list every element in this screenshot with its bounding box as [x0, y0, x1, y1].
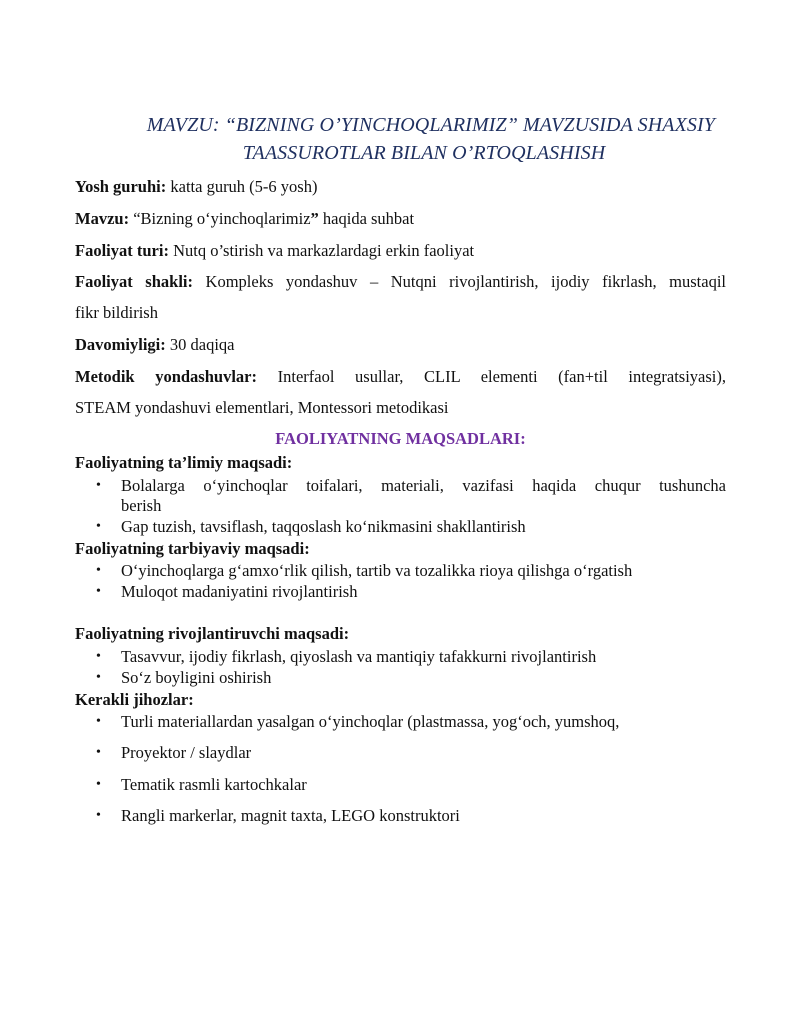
upbringing-item-2: Muloqot madaniyatini rivojlantirish [121, 582, 358, 601]
list-item [96, 647, 726, 667]
bullet-icon: • [96, 519, 101, 534]
bullet-icon: • [96, 584, 101, 599]
bullet-icon: • [96, 808, 101, 823]
bullet-icon: • [96, 714, 101, 729]
bullet-icon: • [96, 777, 101, 792]
developmental-item-1: Tasavvur, ijodiy fikrlash, qiyoslash va mantiqiy tafakkurni rivojlantirish [121, 647, 597, 666]
upbringing-item-1: O‘yinchoqlarga g‘amxo‘rlik qilish, tartib va tozalikka rioya qilishga o‘rgatish [121, 561, 633, 580]
goals-heading: FAOLIYATNING MAQSADLARI: [275, 429, 526, 448]
developmental-goal-heading: Faoliyatning rivojlantiruvchi maqsadi: [75, 624, 350, 643]
topic-closing-quote: ” [310, 209, 319, 228]
equipment-item-4: Rangli markerlar, magnit taxta, LEGO konstruktori [121, 806, 460, 825]
activity-type-value: Nutq o’stirish va markazlardagi erkin faoliyat [168, 241, 475, 260]
age-group-line [75, 176, 726, 198]
activity-form-line [75, 271, 726, 293]
educational-item-1-line-2: berish [121, 496, 162, 515]
list-item [96, 712, 726, 732]
list-item [96, 743, 726, 763]
topic-value-end: haqida suhbat [318, 209, 415, 228]
list-item [96, 476, 726, 496]
methods-line-2: STEAM yondashuvi elementlari, Montessori metodikasi [75, 398, 449, 417]
educational-item-1-line-1: Bolalarga o‘yinchoqlar toifalari, materiali, vazifasi haqida chuqur tushuncha [121, 476, 726, 495]
list-item [96, 561, 726, 581]
bullet-icon: • [96, 563, 101, 578]
bullet-icon: • [96, 649, 101, 664]
bullet-icon: • [96, 478, 101, 493]
list-item [96, 517, 726, 537]
activity-form-label: Faoliyat shakli: [75, 272, 193, 291]
developmental-item-2: So‘z boyligini oshirish [121, 668, 272, 687]
activity-form-line-2: fikr bildirish [75, 303, 158, 322]
activity-type-line [75, 240, 726, 262]
list-item [96, 582, 726, 602]
methods-value: Interfaol usullar, CLIL elementi (fan+til integratsiyasi), [257, 367, 727, 386]
upbringing-goal-heading: Faoliyatning tarbiyaviy maqsadi: [75, 539, 310, 558]
duration-line [75, 334, 726, 356]
age-group-label: Yosh guruhi: [75, 177, 167, 196]
activity-type-label: Faoliyat turi: [75, 241, 169, 260]
duration-label: Davomiyligi: [75, 335, 166, 354]
educational-goal-heading: Faoliyatning ta’limiy maqsadi: [75, 453, 293, 472]
list-item [96, 668, 726, 688]
topic-line [75, 208, 726, 230]
document-title-line-1: MAVZU: “BIZNING O’YINCHOQLARIMIZ” MAVZUSIDA SHAXSIY [146, 114, 715, 136]
activity-form-value: Kompleks yondashuv – Nutqni rivojlantirish, ijodiy fikrlash, mustaqil [192, 272, 726, 291]
educational-item-2: Gap tuzish, tavsiflash, taqqoslash ko‘nikmasini shakllantirish [121, 517, 526, 536]
methods-label: Metodik yondashuvlar: [75, 367, 257, 386]
list-item [96, 775, 726, 795]
list-item [96, 806, 726, 826]
topic-value: “Bizning o‘yinchoqlarimiz [129, 209, 311, 228]
age-group-value: katta guruh (5-6 yosh) [166, 177, 318, 196]
methods-line [75, 366, 726, 388]
duration-value: 30 daqiqa [165, 335, 235, 354]
bullet-icon: • [96, 670, 101, 685]
topic-label: Mavzu: [75, 209, 130, 228]
bullet-icon: • [96, 745, 101, 760]
equipment-item-1: Turli materiallardan yasalgan o‘yinchoqlar (plastmassa, yog‘och, yumshoq, [121, 712, 620, 731]
document-title-line-2: TAASSUROTLAR BILAN O’RTOQLASHISH [242, 142, 606, 164]
equipment-item-3: Tematik rasmli kartochkalar [121, 775, 307, 794]
list-item-continuation [96, 496, 726, 516]
equipment-item-2: Proyektor / slaydlar [121, 743, 252, 762]
equipment-heading: Kerakli jihozlar: [75, 690, 194, 709]
